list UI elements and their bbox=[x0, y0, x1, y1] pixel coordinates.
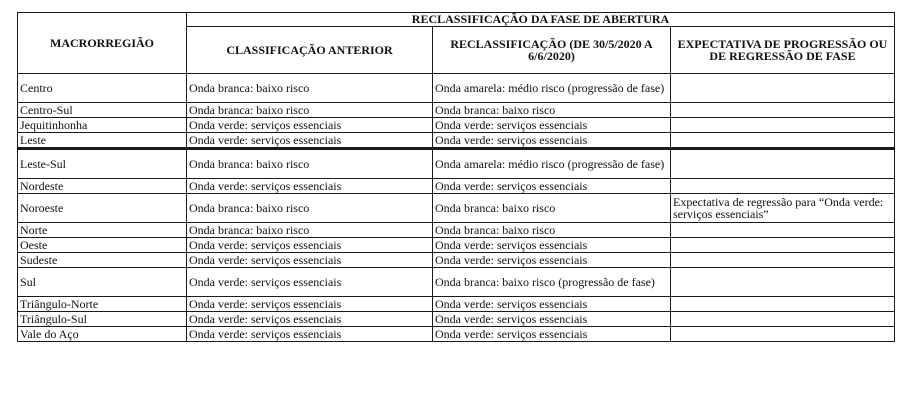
header-classificacao-anterior: CLASSIFICAÇÃO ANTERIOR bbox=[187, 27, 433, 74]
table-row bbox=[18, 103, 895, 118]
previous-cell: Onda verde: serviços essenciais bbox=[187, 133, 433, 149]
table-row bbox=[18, 238, 895, 253]
header-expectativa: EXPECTATIVA DE PROGRESSÃO OU DE REGRESSÃO DE FASE bbox=[671, 27, 895, 74]
region-cell: Nordeste bbox=[18, 179, 187, 194]
reclass-cell: Onda branca: baixo risco (progressão de fase) bbox=[433, 268, 671, 297]
previous-cell: Onda verde: serviços essenciais bbox=[187, 268, 433, 297]
expectation-cell bbox=[671, 74, 895, 103]
region-cell: Centro bbox=[18, 74, 187, 103]
expectation-cell bbox=[671, 179, 895, 194]
previous-cell: Onda branca: baixo risco bbox=[187, 74, 433, 103]
table-row bbox=[18, 118, 895, 133]
expectation-cell bbox=[671, 327, 895, 342]
previous-cell: Onda verde: serviços essenciais bbox=[187, 179, 433, 194]
table-row bbox=[18, 312, 895, 327]
reclass-cell: Onda branca: baixo risco bbox=[433, 103, 671, 118]
region-cell: Norte bbox=[18, 223, 187, 238]
table-row bbox=[18, 179, 895, 194]
expectation-cell bbox=[671, 149, 895, 179]
reclass-cell: Onda amarela: médio risco (progressão de fase) bbox=[433, 74, 671, 103]
table-row bbox=[18, 74, 895, 103]
reclass-cell: Onda verde: serviços essenciais bbox=[433, 297, 671, 312]
previous-cell: Onda verde: serviços essenciais bbox=[187, 327, 433, 342]
previous-cell: Onda branca: baixo risco bbox=[187, 149, 433, 179]
table-row bbox=[18, 327, 895, 342]
reclass-cell: Onda verde: serviços essenciais bbox=[433, 118, 671, 133]
expectation-cell bbox=[671, 238, 895, 253]
header-reclassificacao-periodo: RECLASSIFICAÇÃO (DE 30/5/2020 A 6/6/2020) bbox=[433, 27, 671, 74]
header-macrorregiao: MACRORREGIÃO bbox=[18, 13, 187, 74]
reclass-cell: Onda branca: baixo risco bbox=[433, 194, 671, 223]
region-cell: Oeste bbox=[18, 238, 187, 253]
region-cell: Centro-Sul bbox=[18, 103, 187, 118]
previous-cell: Onda verde: serviços essenciais bbox=[187, 118, 433, 133]
expectation-cell bbox=[671, 118, 895, 133]
table-row bbox=[18, 223, 895, 238]
previous-cell: Onda verde: serviços essenciais bbox=[187, 253, 433, 268]
reclass-cell: Onda verde: serviços essenciais bbox=[433, 327, 671, 342]
expectation-cell bbox=[671, 133, 895, 149]
previous-cell: Onda verde: serviços essenciais bbox=[187, 312, 433, 327]
previous-cell: Onda branca: baixo risco bbox=[187, 103, 433, 118]
reclass-cell: Onda verde: serviços essenciais bbox=[433, 238, 671, 253]
region-cell: Leste-Sul bbox=[18, 149, 187, 179]
table-row bbox=[18, 149, 895, 179]
table-row bbox=[18, 253, 895, 268]
reclass-cell: Onda verde: serviços essenciais bbox=[433, 312, 671, 327]
region-cell: Sul bbox=[18, 268, 187, 297]
expectation-cell bbox=[671, 268, 895, 297]
expectation-cell bbox=[671, 297, 895, 312]
region-cell: Vale do Aço bbox=[18, 327, 187, 342]
header-group-reclassificacao: RECLASSIFICAÇÃO DA FASE DE ABERTURA bbox=[187, 13, 895, 27]
region-cell: Triângulo-Norte bbox=[18, 297, 187, 312]
expectation-cell bbox=[671, 253, 895, 268]
reclass-cell: Onda verde: serviços essenciais bbox=[433, 253, 671, 268]
reclass-cell: Onda amarela: médio risco (progressão de fase) bbox=[433, 149, 671, 179]
region-cell: Noroeste bbox=[18, 194, 187, 223]
region-cell: Sudeste bbox=[18, 253, 187, 268]
expectation-cell bbox=[671, 223, 895, 238]
reclass-cell: Onda verde: serviços essenciais bbox=[433, 133, 671, 149]
table-row bbox=[18, 194, 895, 223]
expectation-cell: Expectativa de regressão para “Onda verde: serviços essenciais” bbox=[671, 194, 895, 223]
region-cell: Triângulo-Sul bbox=[18, 312, 187, 327]
previous-cell: Onda verde: serviços essenciais bbox=[187, 297, 433, 312]
expectation-cell bbox=[671, 312, 895, 327]
table-row bbox=[18, 133, 895, 149]
region-cell: Jequitinhonha bbox=[18, 118, 187, 133]
region-cell: Leste bbox=[18, 133, 187, 149]
previous-cell: Onda verde: serviços essenciais bbox=[187, 238, 433, 253]
reclass-cell: Onda verde: serviços essenciais bbox=[433, 179, 671, 194]
previous-cell: Onda branca: baixo risco bbox=[187, 223, 433, 238]
reclass-cell: Onda branca: baixo risco bbox=[433, 223, 671, 238]
table-row bbox=[18, 297, 895, 312]
previous-cell: Onda branca: baixo risco bbox=[187, 194, 433, 223]
document-sheet bbox=[17, 12, 895, 342]
expectation-cell bbox=[671, 103, 895, 118]
reclassification-table bbox=[17, 12, 895, 342]
table-row bbox=[18, 268, 895, 297]
